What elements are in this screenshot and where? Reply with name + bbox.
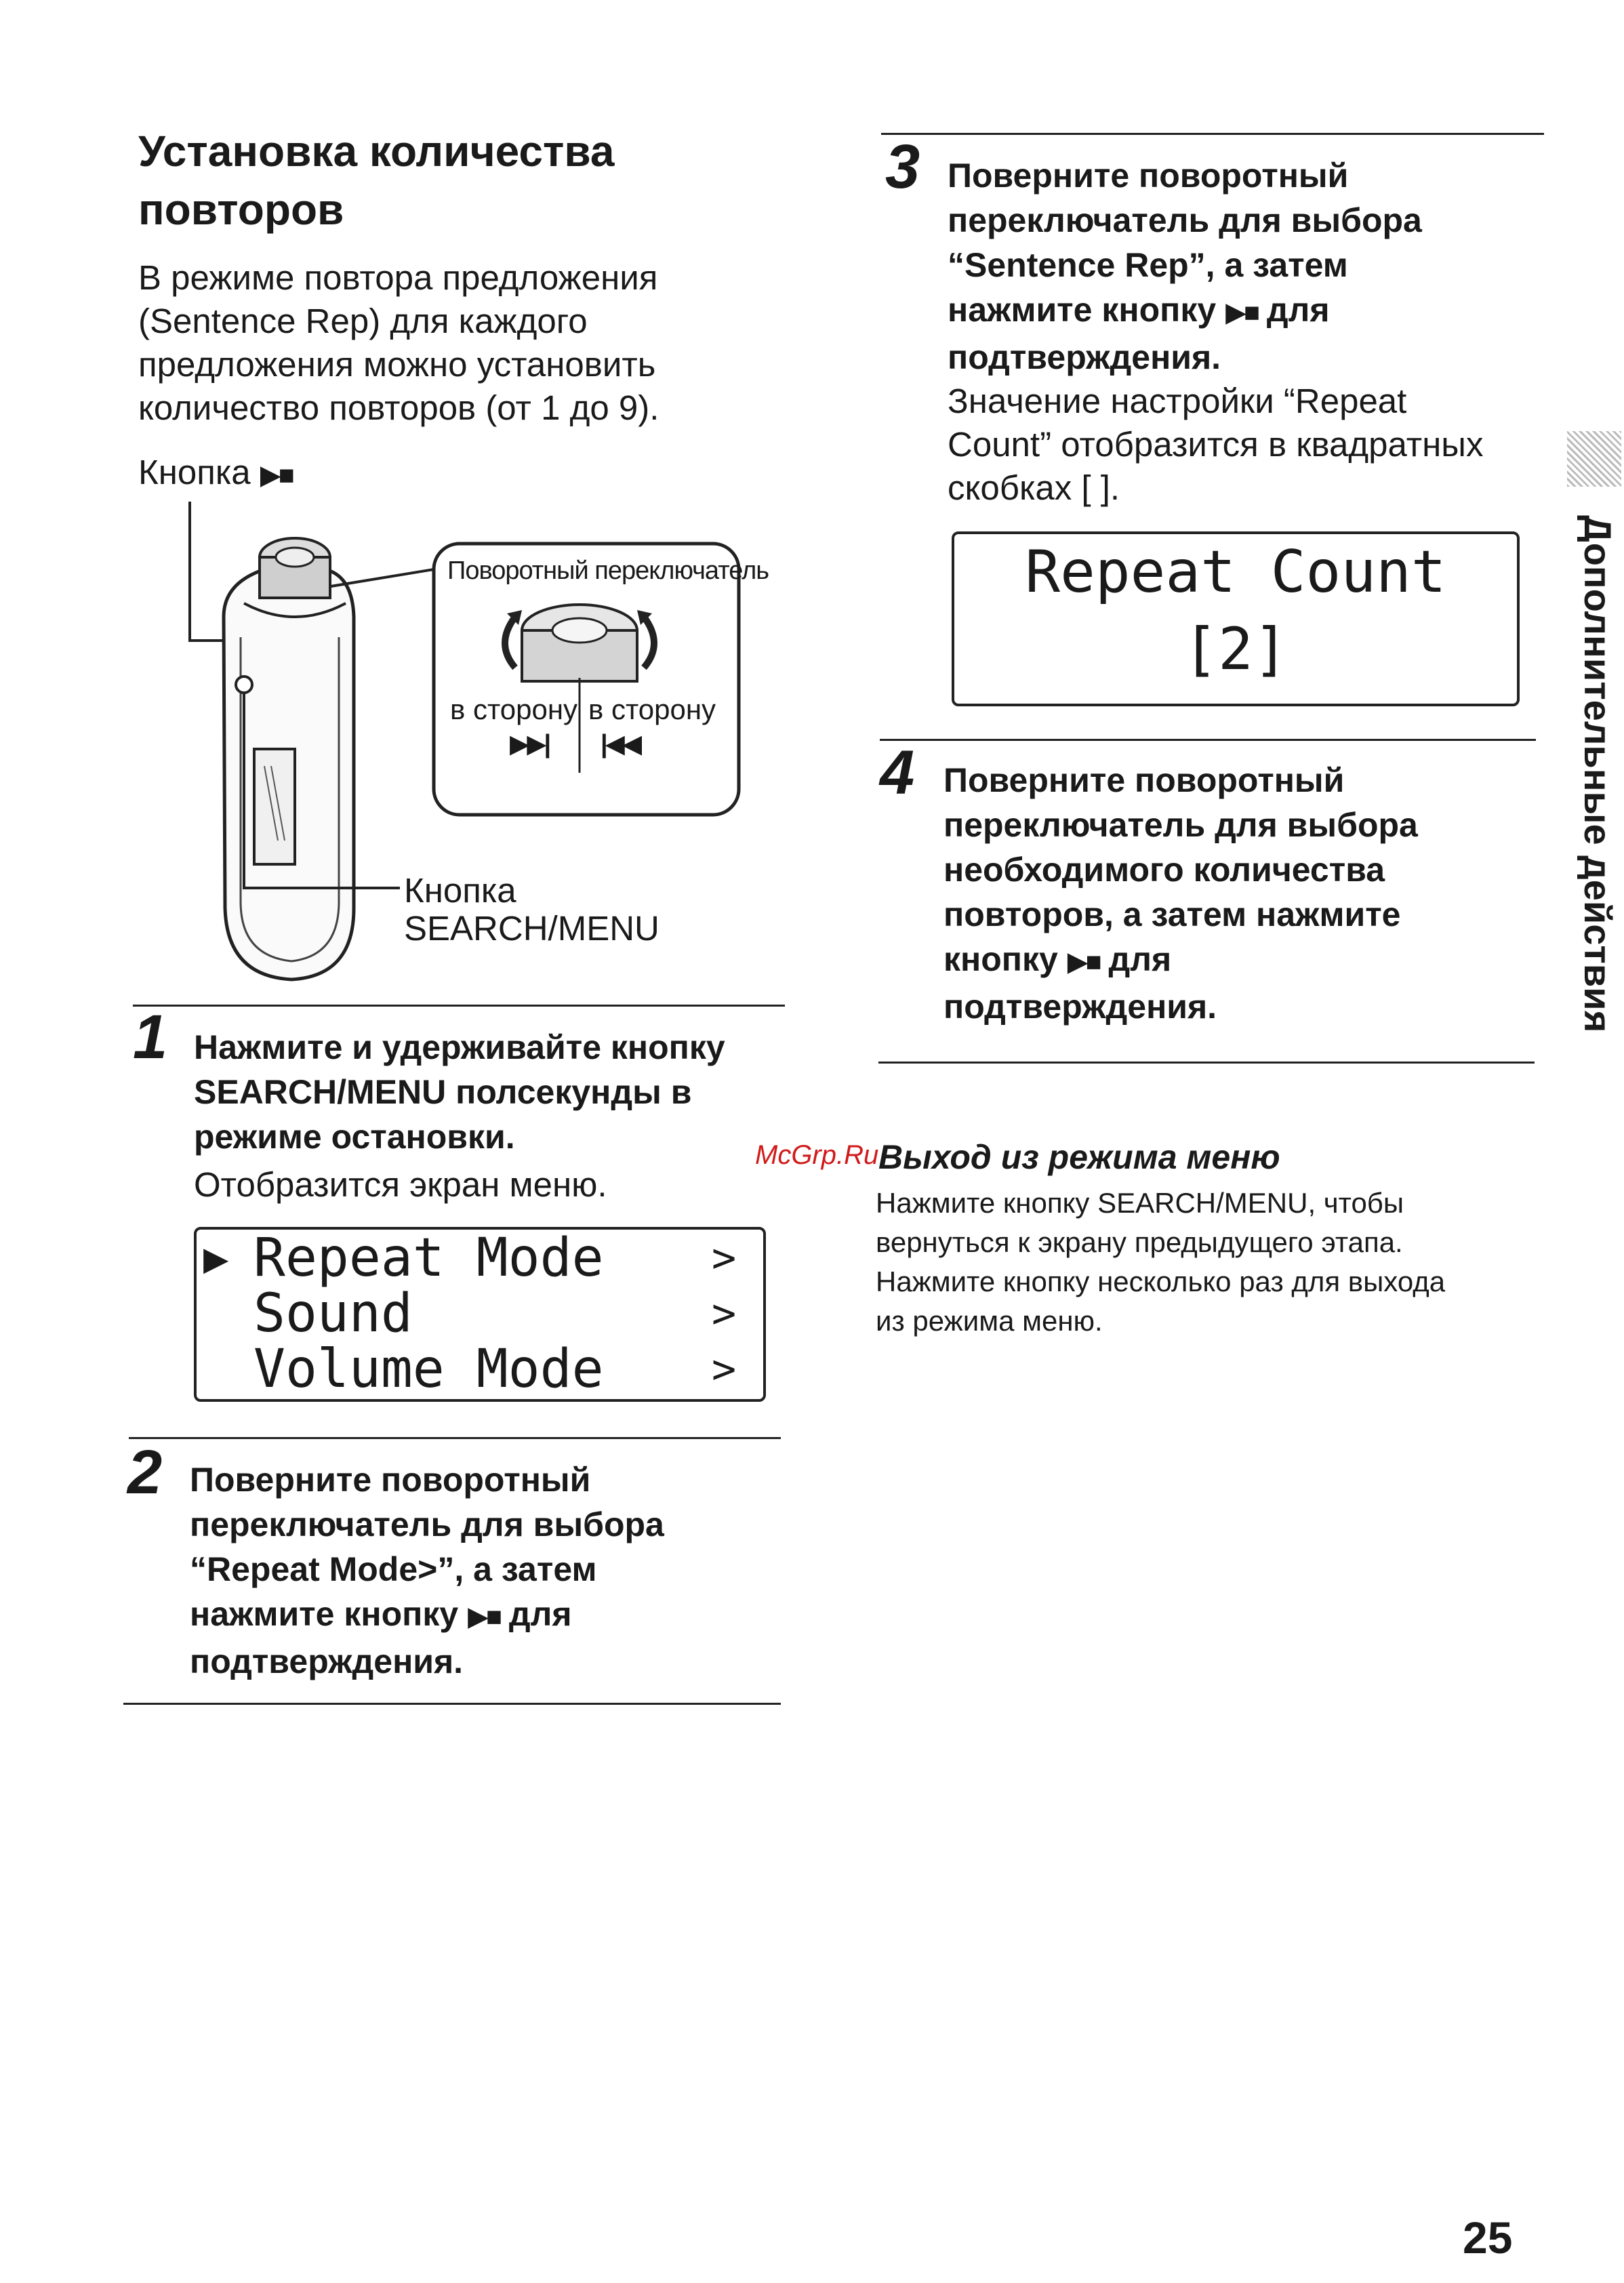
step3-note-line: скобках [ ]. [948, 468, 1120, 507]
step4-text [943, 758, 1418, 1029]
step3-line: “Sentence Rep”, а затем [948, 246, 1348, 284]
step2-bottom-rule [123, 1703, 781, 1705]
step1-text [194, 1025, 725, 1159]
step3-line [948, 287, 1422, 335]
step3-line: подтверждения. [948, 338, 1221, 376]
play-button-label-text: Кнопка [138, 453, 251, 491]
play-stop-icon: ▶■ [1225, 298, 1257, 327]
step3-note-line: Count” отобразится в квадратных [948, 425, 1484, 464]
step3-rule [881, 133, 1544, 135]
step3-btn-tail: для [1266, 291, 1330, 329]
step2-line: Поверните поворотный [190, 1461, 591, 1499]
intro-line: В режиме повтора предложения [138, 258, 658, 297]
step1-line: SEARCH/MENU полсекунды в [194, 1073, 692, 1111]
intro-line: (Sentence Rep) для каждого [138, 302, 588, 340]
step2-rule [129, 1437, 781, 1439]
section-title-line2: повторов [138, 185, 344, 234]
step4-line [943, 937, 1418, 984]
repeat-count-value: [2] [1183, 615, 1288, 683]
step4-bottom-rule [878, 1062, 1535, 1064]
step2-text [190, 1457, 664, 1684]
next-track-icon: ▶▶| [510, 730, 549, 759]
play-button-label [138, 451, 292, 497]
search-menu-label-line1: Кнопка [404, 871, 516, 910]
step3-number: 3 [885, 132, 920, 201]
watermark: McGrp.Ru [755, 1140, 879, 1170]
menu-item-volume-mode: Volume Mode [253, 1339, 604, 1400]
step2-btn-tail: для [508, 1595, 572, 1633]
menu-item-sound: Sound [253, 1283, 413, 1344]
step3-note [948, 380, 1483, 510]
step2-line: подтверждения. [190, 1642, 464, 1680]
direction-left-label: в сторону [450, 693, 578, 725]
play-stop-icon: ▶■ [260, 460, 292, 490]
step3-line: переключатель для выбора [948, 201, 1422, 239]
step2-line: переключатель для выбора [190, 1506, 664, 1543]
menu-arrow: > [712, 1290, 737, 1337]
step4-rule [880, 739, 1536, 741]
play-stop-icon: ▶■ [1067, 947, 1099, 977]
step2-number: 2 [127, 1438, 163, 1507]
step4-line: Поверните поворотный [943, 761, 1345, 799]
step4-line: кнопку [943, 940, 1058, 978]
step1-rule [133, 1005, 785, 1007]
step3-text [948, 153, 1422, 380]
side-tab-marker [1567, 431, 1621, 487]
menu-arrow: > [712, 1346, 737, 1393]
step1-line: режиме остановки. [194, 1118, 515, 1156]
intro-line: количество повторов (от 1 до 9). [138, 388, 659, 427]
exit-line: вернуться к экрану предыдущего этапа. [876, 1226, 1403, 1258]
step3-line: Поверните поворотный [948, 157, 1349, 195]
section-title [138, 122, 614, 239]
step3-note-line: Значение настройки “Repeat [948, 382, 1407, 420]
step1-number: 1 [133, 1003, 168, 1072]
step1-line: Нажмите и удерживайте кнопку [194, 1028, 725, 1066]
direction-right-label: в сторону [588, 693, 716, 725]
repeat-count-title: Repeat Count [1025, 538, 1446, 606]
step4-line: необходимого количества [943, 851, 1385, 889]
intro-line: предложения можно установить [138, 345, 656, 384]
search-menu-label [404, 872, 659, 948]
exit-line: Нажмите кнопку SEARCH/MENU, чтобы [876, 1187, 1404, 1219]
menu-display [194, 1227, 766, 1402]
exit-title: Выход из режима меню [878, 1138, 1280, 1176]
step2-line: “Repeat Mode>”, а затем [190, 1550, 597, 1588]
step1-note: Отобразится экран меню. [194, 1165, 607, 1204]
menu-item-repeat-mode: Repeat Mode [253, 1228, 604, 1289]
step4-btn-tail: для [1108, 940, 1172, 978]
jog-title: Поворотный переключатель [447, 557, 769, 585]
side-tab-label: Дополнительные действия [1577, 515, 1619, 1033]
repeat-count-display [952, 531, 1520, 706]
step4-number: 4 [880, 738, 915, 807]
step4-line: повторов, а затем нажмите [943, 895, 1401, 933]
step3-line: нажмите кнопку [948, 291, 1217, 329]
step2-line [190, 1592, 664, 1639]
step2-line: нажмите кнопку [190, 1595, 459, 1633]
exit-line: из режима меню. [876, 1305, 1103, 1337]
exit-line: Нажмите кнопку несколько раз для выхода [876, 1266, 1446, 1297]
search-menu-label-line2: SEARCH/MENU [404, 909, 659, 948]
page-number: 25 [1463, 2213, 1513, 2263]
step4-line: подтверждения. [943, 988, 1217, 1026]
section-title-line1: Установка количества [138, 127, 615, 176]
menu-arrow: > [712, 1234, 737, 1282]
menu-cursor: ▶ [203, 1233, 229, 1282]
intro-paragraph [138, 256, 659, 430]
step4-line: переключатель для выбора [943, 806, 1418, 844]
prev-track-icon: |◀◀ [601, 730, 640, 759]
play-stop-icon: ▶■ [468, 1602, 500, 1632]
exit-paragraph [876, 1184, 1445, 1341]
